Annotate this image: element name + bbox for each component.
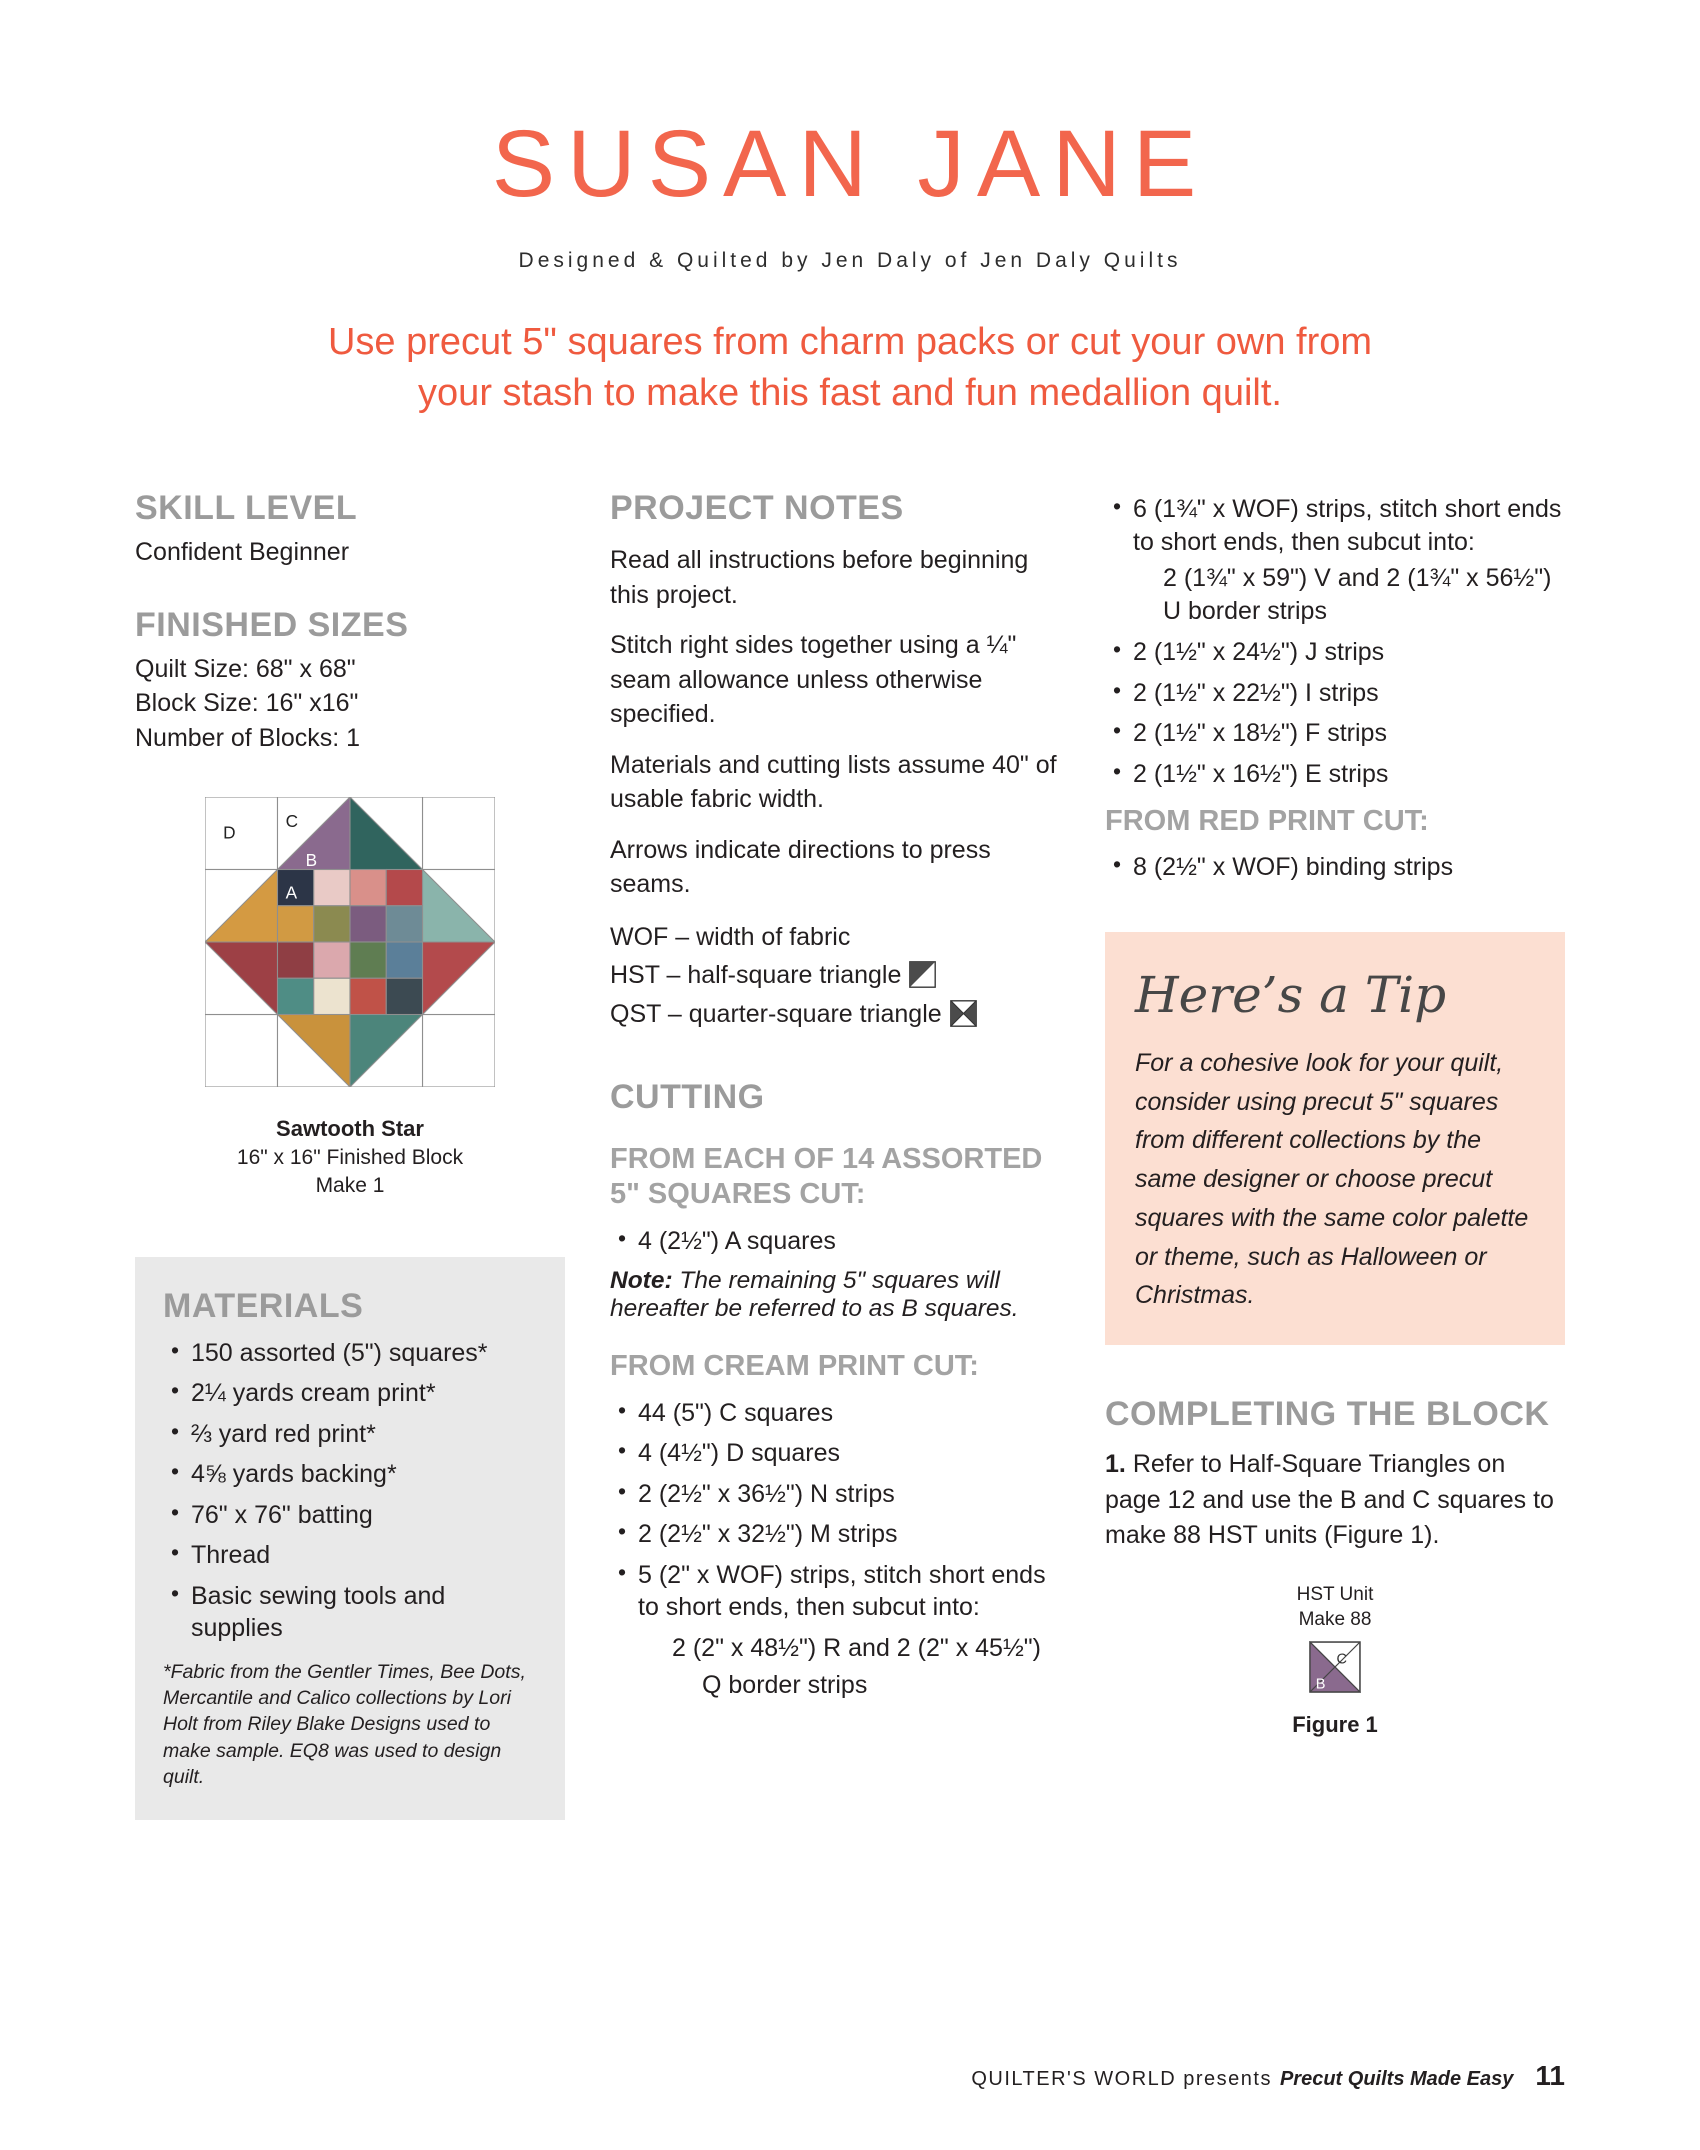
materials-list xyxy=(163,1337,539,1645)
cut-item xyxy=(1105,493,1565,628)
step-number: 1. xyxy=(1105,1450,1126,1479)
figure-label-b: B xyxy=(1315,1676,1326,1693)
cut-item: • 5 (2" x WOF) strips, stitch short ends to short ends, then subcut into: xyxy=(610,1559,1060,1624)
page-number: 11 xyxy=(1535,2060,1565,2091)
abbr-hst-text: HST – half-square triangle xyxy=(610,961,902,990)
block-caption xyxy=(135,1114,565,1200)
materials-item: • 150 assorted (5") squares* xyxy=(163,1337,539,1370)
content-columns xyxy=(135,489,1565,1820)
skill-level-value: Confident Beginner xyxy=(135,538,350,567)
cut-item: • 2 (1½" x 16½") E strips xyxy=(1105,758,1565,791)
block-label-a xyxy=(286,883,298,903)
footer-publisher: QUILTER'S WORLD presents xyxy=(971,2068,1272,2090)
cut-item: • 4 (4½") D squares xyxy=(610,1437,1060,1470)
cutting-note xyxy=(610,1267,1060,1323)
materials-item: • 76" x 76" batting xyxy=(163,1499,539,1532)
cream-cut-list xyxy=(610,1397,1060,1624)
hst-make-count: Make 88 xyxy=(1298,1609,1372,1631)
figure-caption: Figure 1 xyxy=(1292,1712,1378,1738)
page-footer xyxy=(971,2060,1565,2092)
cut-item: • 4 (2½") A squares xyxy=(610,1225,1060,1258)
cut-item: • 2 (1½" x 22½") I strips xyxy=(1105,677,1565,710)
abbr-wof xyxy=(610,918,1060,957)
materials-heading: MATERIALS xyxy=(163,1286,364,1325)
block-finished-size: 16" x 16" Finished Block xyxy=(236,1145,464,1169)
hst-icon xyxy=(909,961,936,988)
skill-level-heading: SKILL LEVEL xyxy=(135,489,358,528)
materials-item: • ⅔ yard red print* xyxy=(163,1418,539,1451)
hst-unit-figure xyxy=(1309,1641,1361,1693)
block-make-count: Make 1 xyxy=(315,1174,385,1198)
subcut-line: 2 (1¾" x 59") V and 2 (1¾" x 56½") U border strips xyxy=(1163,564,1552,626)
figure-label-c: C xyxy=(1336,1651,1348,1668)
byline: Designed & Quilted by Jen Daly of Jen Daly Quilts xyxy=(518,248,1182,272)
intro-line-1: Use precut 5" squares from charm packs or cut your own from xyxy=(327,320,1373,363)
red-cut-list xyxy=(1105,851,1565,884)
project-note: Stitch right sides together using a ¼" seam allowance unless otherwise specified. xyxy=(610,631,1017,729)
project-note: Read all instructions before beginning this project. xyxy=(610,546,1029,609)
cut-item: • 2 (1½" x 24½") J strips xyxy=(1105,636,1565,669)
block-label-d xyxy=(223,823,235,843)
intro-line-2: your stash to make this fast and fun medallion quilt. xyxy=(418,371,1282,414)
tip-box xyxy=(1105,932,1565,1345)
cream-cut-list-continued xyxy=(1105,493,1565,790)
block-label-b xyxy=(306,850,317,870)
quilt-block-diagram xyxy=(135,797,565,1092)
abbr-qst xyxy=(610,995,1060,1034)
subcut-line: Q border strips xyxy=(702,1670,868,1699)
left-column xyxy=(135,489,565,1820)
abbreviations xyxy=(610,918,1060,1034)
materials-item: • 2¼ yards cream print* xyxy=(163,1377,539,1410)
cut-item: • 8 (2½" x WOF) binding strips xyxy=(1105,851,1565,884)
intro-text xyxy=(135,317,1565,420)
sawtooth-star-diagram xyxy=(205,797,495,1087)
block-label-c xyxy=(286,811,298,831)
materials-box xyxy=(135,1257,565,1821)
quilt-size: Quilt Size: 68" x 68" xyxy=(135,654,356,683)
figure-1 xyxy=(1105,1582,1565,1738)
hst-unit-caption: HST Unit xyxy=(1296,1583,1374,1605)
finished-sizes-heading: FINISHED SIZES xyxy=(135,605,409,644)
cut-item-text: 6 (1¾" x WOF) strips, stitch short ends to short ends, then subcut into: xyxy=(1133,495,1562,556)
block-name: Sawtooth Star xyxy=(276,1116,424,1142)
assorted-cut-list xyxy=(610,1225,1060,1258)
cutting-heading: CUTTING xyxy=(610,1077,765,1116)
abbr-wof-text: WOF – width of fabric xyxy=(610,922,851,951)
qst-icon xyxy=(950,1000,977,1027)
note-label: Note: xyxy=(610,1267,673,1295)
materials-item: • 4⅝ yards backing* xyxy=(163,1458,539,1491)
completing-the-block-heading: COMPLETING THE BLOCK xyxy=(1105,1395,1550,1434)
cut-item: • 44 (5") C squares xyxy=(610,1397,1060,1430)
page-title: SUSAN JANE xyxy=(491,111,1209,217)
tip-heading: Here’s a Tip xyxy=(1135,965,1447,1024)
footer-book-title: Precut Quilts Made Easy xyxy=(1279,2068,1514,2090)
project-note: Materials and cutting lists assume 40" of usable fabric width. xyxy=(610,750,1057,814)
subcut-line: 2 (2" x 48½") R and 2 (2" x 45½") xyxy=(672,1633,1042,1662)
cutting-subheading-red: FROM RED PRINT CUT: xyxy=(1105,805,1429,838)
cut-item: • 2 (1½" x 18½") F strips xyxy=(1105,717,1565,750)
middle-column xyxy=(610,489,1060,1702)
right-column xyxy=(1105,489,1565,1738)
note-text: The remaining 5" squares will hereafter be referred to as B squares. xyxy=(610,1267,1019,1323)
materials-footnote: *Fabric from the Gentler Times, Bee Dots, Mercantile and Calico collections by Lori Holt from Riley Blake Designs used to make sample. EQ8 was used to design quilt. xyxy=(163,1660,526,1788)
step-1 xyxy=(1105,1447,1565,1554)
number-of-blocks: Number of Blocks: 1 xyxy=(135,723,361,752)
tip-text: For a cohesive look for your quilt, consider using precut 5" squares from different collections by the same designer or choose precut squares with the same color palette or theme, such as Halloween or Christmas. xyxy=(1135,1048,1529,1310)
materials-item: • Thread xyxy=(163,1539,539,1572)
project-notes-heading: PROJECT NOTES xyxy=(610,489,904,528)
materials-item: • Basic sewing tools and supplies xyxy=(163,1580,539,1645)
block-size: Block Size: 16" x16" xyxy=(135,689,359,718)
cut-item: • 2 (2½" x 36½") N strips xyxy=(610,1478,1060,1511)
abbr-hst xyxy=(610,956,1060,995)
cut-item: • 2 (2½" x 32½") M strips xyxy=(610,1518,1060,1551)
abbr-qst-text: QST – quarter-square triangle xyxy=(610,1000,942,1029)
project-note: Arrows indicate directions to press seams. xyxy=(610,835,991,899)
cutting-subheading-assorted: FROM EACH OF 14 ASSORTED 5" SQUARES CUT: xyxy=(610,1143,1043,1211)
step-text: Refer to Half-Square Triangles on page 12 and use the B and C squares to make 88 HST units (Figure 1). xyxy=(1105,1450,1554,1550)
cutting-subheading-cream: FROM CREAM PRINT CUT: xyxy=(610,1350,979,1383)
